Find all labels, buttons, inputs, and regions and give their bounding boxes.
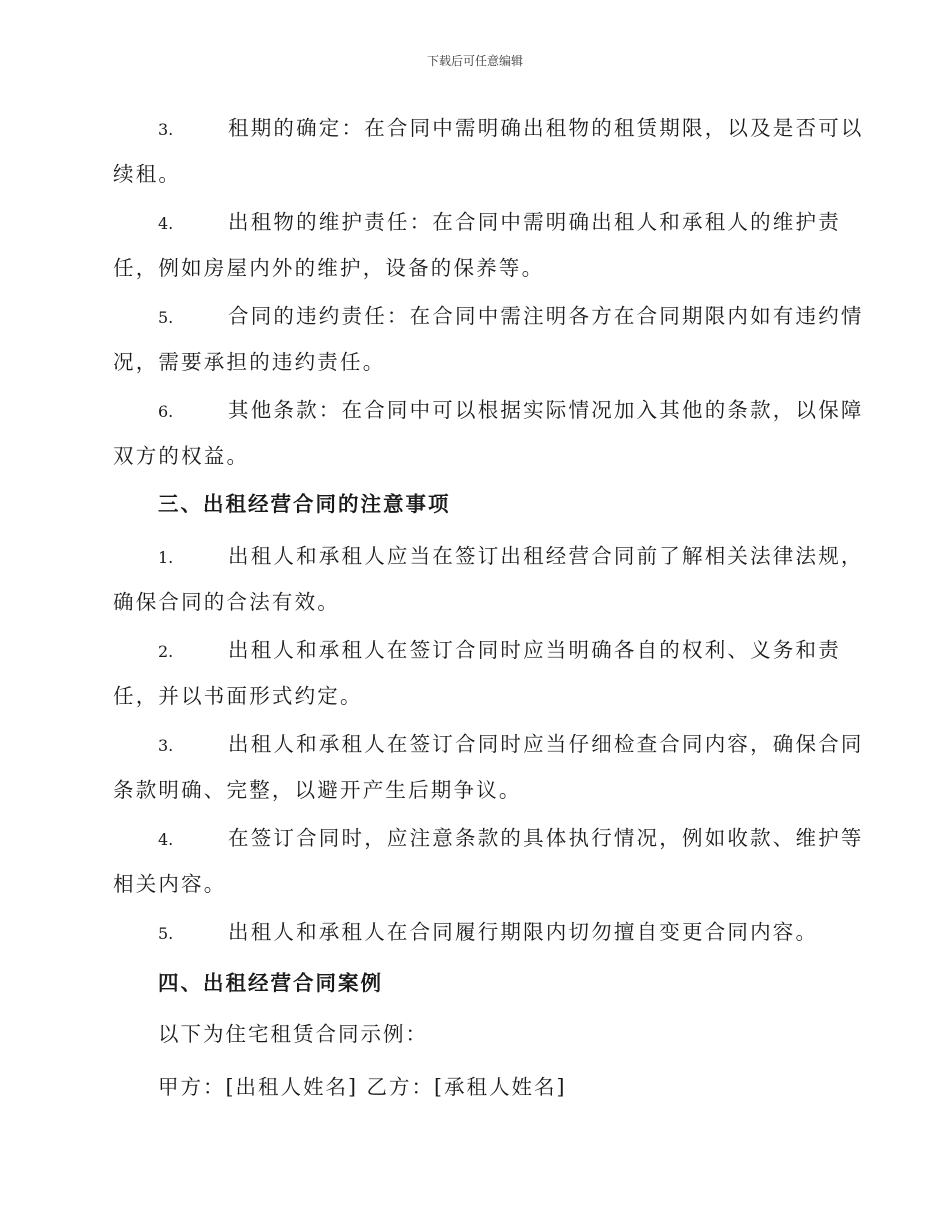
- item-number: 5.: [158, 308, 174, 327]
- list-item: [113, 635, 841, 711]
- section-intro: 以下为住宅租赁合同示例：: [158, 1022, 428, 1046]
- item-text-line2: 相关内容。: [113, 872, 227, 896]
- item-text-line1: 在签订合同时，应注意条款的具体执行情况，例如收款、维护等: [228, 826, 864, 850]
- item-text-line2: 确保合同的合法有效。: [113, 590, 340, 614]
- item-text-line2: 双方的权益。: [113, 444, 250, 468]
- item-number: 3.: [158, 120, 174, 139]
- item-number: 4.: [158, 214, 174, 233]
- item-number: 5.: [158, 924, 174, 943]
- item-text-line1: 出租人和承租人应当在签订出租经营合同前了解相关法律法规，: [228, 544, 864, 568]
- list-item: [113, 395, 864, 471]
- list-item: [113, 113, 864, 189]
- section-heading: 四、出租经营合同案例: [158, 971, 383, 995]
- item-text-line1: 合同的违约责任：在合同中需注明各方在合同期限内如有违约情: [228, 304, 864, 328]
- item-number: 1.: [158, 548, 174, 567]
- item-text-line2: 条款明确、完整，以避开产生后期争议。: [113, 778, 522, 802]
- list-item: [113, 823, 864, 899]
- item-text-line2: 续租。: [113, 162, 182, 186]
- list-item: [113, 301, 864, 377]
- page-header: 下载后可任意编辑: [426, 54, 523, 68]
- item-number: 6.: [158, 402, 174, 421]
- item-text-line2: 任，并以书面形式约定。: [113, 684, 363, 708]
- list-item: [113, 729, 864, 805]
- list-item: [113, 917, 833, 949]
- item-text-line1: 出租人和承租人在签订合同时应当明确各自的权利、义务和责: [228, 638, 841, 662]
- item-text-line1: 出租物的维护责任：在合同中需明确出租人和承租人的维护责: [228, 210, 841, 234]
- item-text-line1: 租期的确定：在合同中需明确出租物的租赁期限，以及是否可以: [228, 116, 864, 140]
- contract-parties: 甲方：[出租人姓名] 乙方：[承租人姓名]: [158, 1075, 567, 1099]
- list-item: [113, 541, 864, 617]
- item-text-line2: 况，需要承担的违约责任。: [113, 350, 386, 374]
- item-text-line1: 出租人和承租人在合同履行期限内切勿擅自变更合同内容。: [228, 920, 819, 944]
- item-text-line2: 任，例如房屋内外的维护，设备的保养等。: [113, 256, 545, 280]
- item-number: 2.: [158, 642, 174, 661]
- item-number: 4.: [158, 830, 174, 849]
- list-item: [113, 207, 841, 283]
- item-text-line1: 其他条款：在合同中可以根据实际情况加入其他的条款，以保障: [228, 398, 864, 422]
- item-number: 3.: [158, 736, 174, 755]
- section-heading: 三、出租经营合同的注意事项: [158, 492, 451, 516]
- item-text-line1: 出租人和承租人在签订合同时应当仔细检查合同内容，确保合同: [228, 732, 864, 756]
